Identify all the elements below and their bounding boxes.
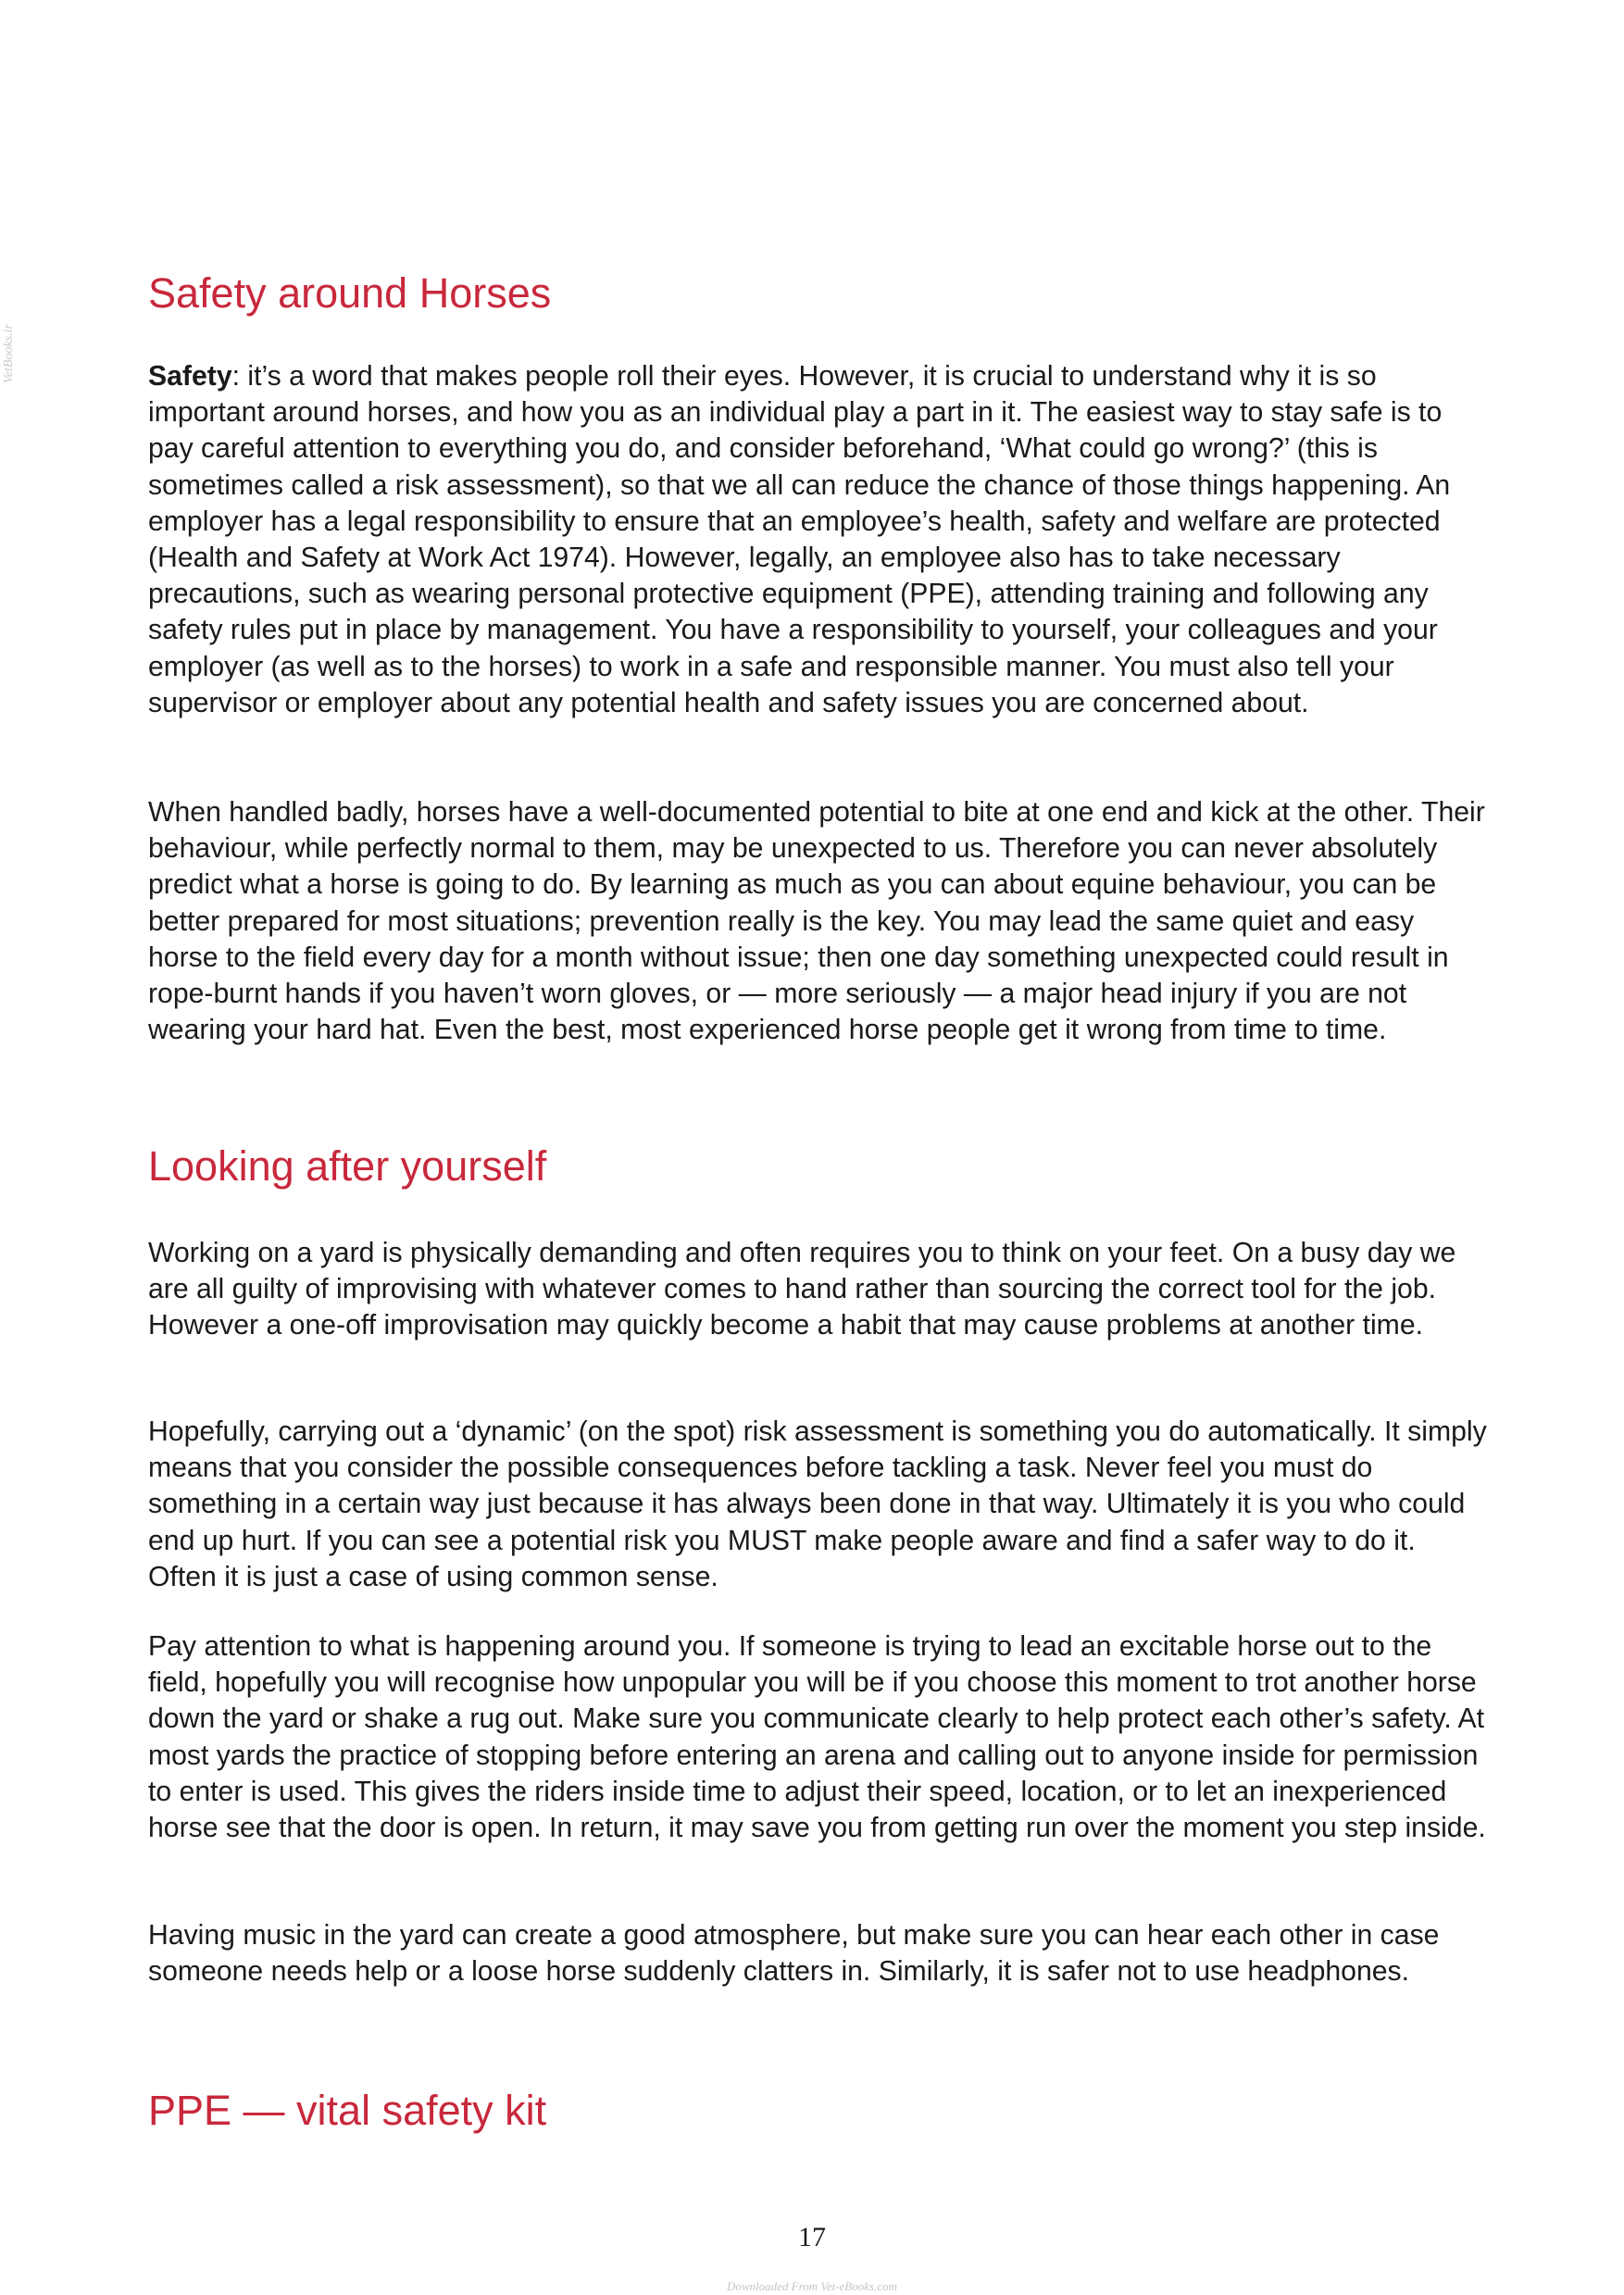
- paragraph-horse-behaviour: When handled badly, horses have a well-documented potential to bite at one end and kick at the other. Their behaviour, while perfectly normal to them, may be unexpected to us. Therefore you can never absolutely predict what a horse is going to do. By learning as much as you can about equine behaviour, you can be better prepared for most situations; prevention really is the key. You may lead the same quiet and easy horse to the field every day for a month without issue; then one day something unexpected could result in rope-burnt hands if you haven’t worn gloves, or — more seriously — a major head injury if you are not wearing your hard hat. Even the best, most experienced horse people get it wrong from time to time.: [148, 797, 1485, 1046]
- paragraph-dynamic-risk-assessment: Hopefully, carrying out a ‘dynamic’ (on the spot) risk assessment is something you do automatically. It simply means that you consider the possible consequences before tackling a task. Never feel you must do something in a certain way just because it has always been done in that way. Ultimately it is you who could end up hurt. If you can see a potential risk you MUST make people aware and find a safer way to do it. Often it is just a case of using common sense.: [148, 1416, 1487, 1592]
- heading-looking-after-yourself: Looking after yourself: [148, 1142, 547, 1190]
- bold-term-safety: Safety: [148, 361, 232, 392]
- footer-watermark: Downloaded From Vet-eBooks.com: [726, 2279, 897, 2293]
- paragraph-safety-intro: [148, 358, 1491, 721]
- heading-ppe-vital-safety-kit: PPE — vital safety kit: [148, 2087, 547, 2134]
- paragraph-music-in-yard: Having music in the yard can create a good atmosphere, but make sure you can hear each other in case someone needs help or a loose horse suddenly clatters in. Similarly, it is safer not to use headphones.: [148, 1920, 1440, 1988]
- paragraph-pay-attention: Pay attention to what is happening around you. If someone is trying to lead an excitable horse out to the field, hopefully you will recognise how unpopular you will be if you choose this moment to trot another horse down the yard or shake a rug out. Make sure you communicate clearly to help protect each other’s safety. At most yards the practice of stopping before entering an arena and calling out to anyone inside for permission to enter is used. This gives the riders inside time to adjust their speed, location, or to let an inexperienced horse see that the door is open. In return, it may save you from getting run over the moment you step inside.: [148, 1631, 1486, 1844]
- paragraph-physically-demanding: Working on a yard is physically demanding and often requires you to think on your feet. On a busy day we are all guilty of improvising with whatever comes to hand rather than sourcing the correct tool for the job. However a one-off improvisation may quickly become a habit that may cause problems at another time.: [148, 1238, 1456, 1341]
- paragraph-safety-intro-text: : it’s a word that makes people roll their eyes. However, it is crucial to understand why it is so important around horses, and how you as an individual play a part in it. The easiest way to stay safe is to pay careful attention to everything you do, and consider beforehand, ‘What could go wrong?’ (this is sometimes called a risk assessment), so that we all can reduce the chance of those things happening. An employer has a legal responsibility to ensure that an employee’s health, safety and welfare are protected (Health and Safety at Work Act 1974). However, legally, an employee also has to take necessary precautions, such as wearing personal protective equipment (PPE), attending training and following any safety rules put in place by management. You have a responsibility to yourself, your colleagues and your employer (as well as to the horses) to work in a safe and responsible manner. You must also tell your supervisor or employer about any potential health and safety issues you are concerned about.: [148, 361, 1451, 718]
- page-number: 17: [798, 2222, 826, 2252]
- side-watermark: VetBooks.ir: [2, 324, 16, 384]
- heading-safety-around-horses: Safety around Horses: [148, 269, 552, 317]
